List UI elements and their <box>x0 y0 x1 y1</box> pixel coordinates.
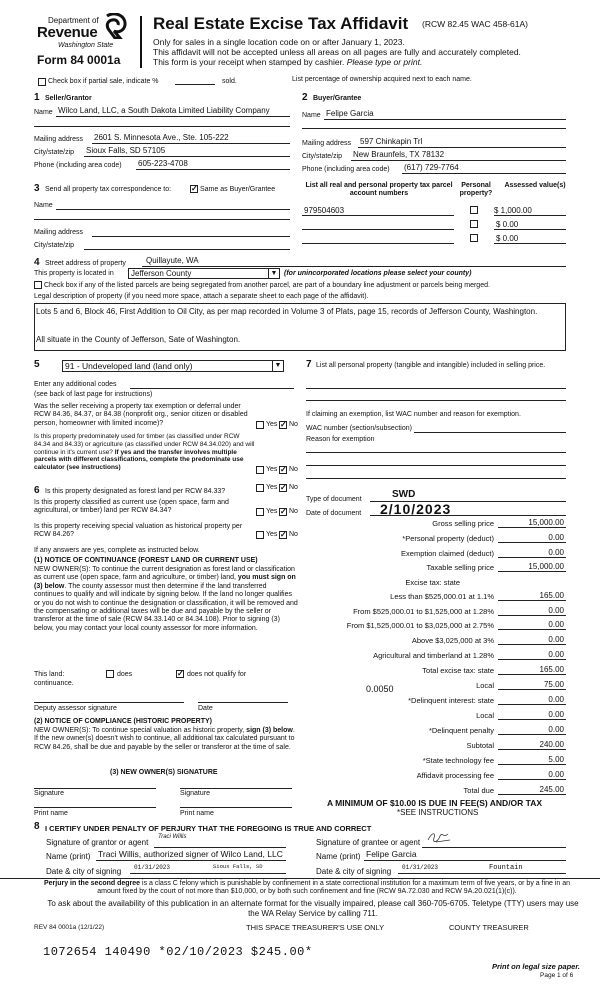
grantor-signature[interactable]: Traci Willis <box>158 834 187 840</box>
print-name-label-2: Print name <box>180 810 214 817</box>
land-use-select[interactable] <box>62 360 284 372</box>
agency-line3: Washington State <box>58 42 114 49</box>
section2-title: Buyer/Grantee <box>313 95 362 102</box>
county-select[interactable] <box>128 268 280 279</box>
tax-row-value[interactable]: 5.00 <box>548 755 564 764</box>
street-line <box>142 266 566 267</box>
partial-sale-percent-field[interactable] <box>175 84 215 85</box>
grantor-date-label: Date & city of signing <box>46 867 122 876</box>
legal-description-box[interactable] <box>34 303 566 351</box>
header-note1: Only for sales in a single location code on or after January 1, 2023. <box>153 37 405 47</box>
grantee-name-field[interactable]: Felipe Garcia <box>366 849 417 859</box>
grantor-sig-label: Signature of grantor or agent <box>46 838 149 847</box>
signature-label-1: Signature <box>34 790 64 797</box>
tax-row-label: *Personal property (deduct) <box>402 534 494 543</box>
tax-row-line <box>498 734 566 735</box>
header-note2: This affidavit will not be accepted unless all areas on all pages are fully and accurately completed. <box>153 47 521 57</box>
buyer-mailing-field[interactable]: 597 Chinkapin Trl <box>360 137 423 146</box>
exemption-yes-label: Yes <box>266 421 278 428</box>
tax-row-value[interactable]: 0.00 <box>548 725 564 734</box>
parcels-col3-header: Assessed value(s) <box>504 182 566 189</box>
corr-name-line2 <box>34 219 290 220</box>
seller-name-line <box>56 116 290 117</box>
grantee-signature[interactable] <box>426 830 454 846</box>
historic-question: Is this property receiving special valuation as historical property per RCW 84.26? <box>34 523 243 539</box>
timber-no-checkbox[interactable]: ✓ <box>280 465 287 474</box>
partial-sale-checkbox[interactable] <box>38 78 46 86</box>
owner-signature-field-1[interactable] <box>34 788 156 789</box>
segregated-checkbox[interactable] <box>34 281 42 289</box>
form-title: Real Estate Excise Tax Affidavit <box>153 14 409 33</box>
tax-row-line <box>498 719 566 720</box>
tax-row-value[interactable]: 165.00 <box>539 665 564 674</box>
current-use-no-label: No <box>289 508 298 515</box>
owner-print-field-1[interactable] <box>34 807 156 808</box>
tax-row-value[interactable]: 0.00 <box>548 606 564 615</box>
legal-label: Legal description of property (if you need more space, attach a separate sheet to each page of the affidavit). <box>34 293 369 300</box>
print-name-label-1: Print name <box>34 810 68 817</box>
tax-row-value[interactable]: 0.00 <box>548 548 564 557</box>
tax-row-value[interactable]: 0.00 <box>548 635 564 644</box>
seller-phone-field[interactable]: 605-223-4708 <box>138 159 188 168</box>
legal-line1: Lots 5 and 6, Block 46, First Addition to Oil City, as per map recorded in Volume 3 of Plats, page 15, records of Jefferson County, Washington. <box>36 307 538 316</box>
forest-yes-checkbox[interactable] <box>256 484 264 492</box>
timber-yes-checkbox[interactable] <box>256 466 264 474</box>
grantee-name-line <box>364 860 566 861</box>
buyer-name-line2 <box>302 128 566 129</box>
tax-row-line <box>498 571 566 572</box>
seller-city-field[interactable]: Sioux Falls, SD 57105 <box>86 146 166 155</box>
does-not-checkbox[interactable]: ✓ <box>177 669 184 678</box>
notice1-text: NEW OWNER(S): To continue the current designation as forest land or classification as current use (open space, farm and agriculture, or timber) land, you must sign on (3) below. The county assessor must then determine if the land transferred continues to qualify and will indicate by signing below. If the land no longer qualifies or you do not wish to continue the designation or classification, it will be removed and the compensating or additional taxes will be due and payable by the seller or transferor at the time of sale (RCW 84.33.140 or 84.34.108). Prior to signing (3) below, you may contact your local county assessor for more information. <box>34 566 298 632</box>
buyer-city-label: City/state/zip <box>302 153 343 160</box>
seller-mailing-field[interactable]: 2601 S. Minnesota Ave., Ste. 105-222 <box>94 133 229 142</box>
ownership-note: List percentage of ownership acquired next to each name. <box>292 76 472 83</box>
seller-phone-line <box>136 169 290 170</box>
legal-size-note: Print on legal size paper. <box>492 962 580 971</box>
grantee-city-field[interactable]: Fountain <box>489 864 523 872</box>
seller-city-label: City/state/zip <box>34 149 75 156</box>
reason-line-2[interactable] <box>306 465 566 466</box>
partial-sale-label: Check box if partial sale, indicate % <box>48 78 159 85</box>
tax-row-label: Local <box>476 711 494 720</box>
section7-number: 7 <box>306 359 312 370</box>
parcel-row-line <box>302 215 454 216</box>
reason-line-1[interactable] <box>306 452 566 453</box>
current-use-question: Is this property classified as current use (open space, farm and agricultural, or timber) land per RCW 84.34? <box>34 499 229 515</box>
personal-property-line-2[interactable] <box>306 400 566 401</box>
tax-row-line <box>498 600 566 601</box>
seller-phone-label: Phone (including area code) <box>34 162 122 169</box>
tax-row-label: *State technology fee <box>422 756 494 765</box>
tax-row-label: Local <box>476 681 494 690</box>
section1-number: 1 <box>34 92 40 103</box>
seller-name-field[interactable]: Wilco Land, LLC, a South Dakota Limited Liability Company <box>58 106 270 115</box>
section1-title: Seller/Grantor <box>45 95 92 102</box>
owner-signature-field-2[interactable] <box>180 788 292 789</box>
historic-no-checkbox[interactable]: ✓ <box>280 530 287 539</box>
agency-line1: Department of <box>48 16 99 25</box>
tax-row-line <box>498 615 566 616</box>
treasurer-only-label: THIS SPACE TREASURER'S USE ONLY <box>246 923 385 932</box>
tax-row-line <box>498 557 566 558</box>
sold-label: sold. <box>222 78 237 85</box>
doc-type-field[interactable]: SWD <box>392 489 416 500</box>
tax-row-line <box>498 764 566 765</box>
parcel-account-1[interactable]: 979504603 <box>304 206 345 215</box>
page-number: Page 1 of 6 <box>540 972 574 979</box>
grantor-city-field[interactable]: Sioux Falls, SD <box>213 863 263 870</box>
buyer-phone-label: Phone (including area code) <box>302 166 390 173</box>
parcel-value-2[interactable]: $ 0.00 <box>496 220 519 229</box>
corr-name-field[interactable] <box>56 209 290 210</box>
reason-label: Reason for exemption <box>306 436 375 443</box>
legal-line2: All situate in the County of Jefferson, Sate of Washington. <box>36 335 241 344</box>
corr-city-label: City/state/zip <box>34 242 75 249</box>
seller-name-label: Name <box>34 109 53 116</box>
tax-row-line <box>498 704 566 705</box>
buyer-name-field[interactable]: Felipe Garcia <box>326 109 374 118</box>
see-instructions: *SEE INSTRUCTIONS <box>397 808 479 817</box>
personal-property-line-1[interactable] <box>306 388 566 389</box>
tax-row-label: Less than $525,000.01 at 1.1% <box>390 592 494 601</box>
codes-label1: Enter any additional codes <box>34 381 117 388</box>
tax-row-label: Total due <box>463 786 494 795</box>
corr-mailing-label: Mailing address <box>34 229 84 236</box>
current-use-yes-checkbox[interactable] <box>256 508 264 516</box>
section5-number: 5 <box>34 359 40 370</box>
exemption-wac-label: If claiming an exemption, list WAC number and reason for exemption. <box>306 411 521 418</box>
forest-no-label: No <box>289 484 298 491</box>
chevron-down-icon: ▼ <box>272 361 283 371</box>
buyer-mailing-line <box>358 147 566 148</box>
parcel-value-line <box>494 215 566 216</box>
located-label: This property is located in <box>34 270 114 277</box>
land-use-value: 91 - Undeveloped land (land only) <box>65 361 193 371</box>
tax-row-label: Exemption claimed (deduct) <box>401 549 494 558</box>
grantee-sig-line <box>422 847 566 848</box>
this-land-label: This land: <box>34 671 65 678</box>
tax-row-line <box>498 794 566 795</box>
parcels-col1-header: List all real and personal property tax parcel account numbers <box>305 182 453 198</box>
tax-row-label: Gross selling price <box>432 519 494 528</box>
grantor-name-label: Name (print) <box>46 852 91 861</box>
seller-city-line <box>84 156 290 157</box>
deputy-signature-field[interactable] <box>34 702 184 703</box>
tax-row-value[interactable]: 165.00 <box>539 591 564 600</box>
grantee-date-label: Date & city of signing <box>316 867 392 876</box>
buyer-city-line <box>351 160 566 161</box>
tax-row-label: From $525,000.01 to $1,525,000 at 1.28% <box>353 607 494 616</box>
tax-row-line <box>498 779 566 780</box>
doc-date-line <box>370 515 566 516</box>
treasurer-stamp: 1072654 140490 *02/10/2023 $245.00* <box>43 945 313 959</box>
exemption-no-checkbox[interactable]: ✓ <box>280 420 287 429</box>
forest-question: Is this property designated as forest land per RCW 84.33? <box>45 488 226 495</box>
timber-question: Is this property predominately used for timber (as classified under RCW 84.34 and 84.33) or agriculture (as classified under RCW 84.34.020) and will continue in it's current use? If yes and the transfer involves multiple parcels with different classifications, complete the predominate use calculator (see instructions) <box>34 433 255 472</box>
grantee-sig-label: Signature of grantee or agent <box>316 838 421 847</box>
tax-row-label: Taxable selling price <box>426 563 494 572</box>
codes-label2: (see back of last page for instructions) <box>34 391 153 398</box>
footer-rule <box>0 878 600 879</box>
seller-mailing-label: Mailing address <box>34 136 84 143</box>
buyer-phone-line <box>402 173 566 174</box>
street-label: Street address of property <box>45 260 126 267</box>
tax-row-label: *Delinquent penalty <box>428 726 494 735</box>
historic-yes-label: Yes <box>266 531 278 538</box>
notice1-title: (1) NOTICE OF CONTINUANCE (FOREST LAND OR CURRENT USE) <box>34 557 258 564</box>
timber-yes-label: Yes <box>266 466 278 473</box>
owner-print-field-2[interactable] <box>180 807 292 808</box>
tax-row-line <box>498 689 566 690</box>
tax-row-value[interactable]: 75.00 <box>543 680 564 689</box>
timber-no-label: No <box>289 466 298 473</box>
tax-row-value[interactable]: 15,000.00 <box>528 562 564 571</box>
header-divider <box>140 16 142 68</box>
parcel-value-1[interactable]: $ 1,000.00 <box>494 206 532 215</box>
does-checkbox[interactable] <box>106 670 114 678</box>
does-not-label: does not qualify for <box>187 671 247 678</box>
continuance-label: continuance. <box>34 680 74 687</box>
doc-date-field[interactable]: 2/10/2023 <box>380 501 452 517</box>
notice3-title: (3) NEW OWNER(S) SIGNATURE <box>110 769 218 776</box>
parcel-account-3[interactable] <box>302 243 454 244</box>
seller-name-line2 <box>34 126 290 127</box>
street-field[interactable]: Quillayute, WA <box>146 256 199 265</box>
section4-number: 4 <box>34 257 40 268</box>
tax-row-line <box>498 527 566 528</box>
header-note3: This form is your receipt when stamped by cashier. Please type or print. <box>153 57 423 67</box>
parcel-value-3[interactable]: $ 0.00 <box>496 234 519 243</box>
wac-number-field[interactable] <box>414 432 566 433</box>
exemption-yes-checkbox[interactable] <box>256 421 264 429</box>
notice2-title: (2) NOTICE OF COMPLIANCE (HISTORIC PROPERTY) <box>34 718 212 725</box>
perjury-note: Perjury in the second degree is a class C felony which is punishable by confinement in a state correctional institution for a maximum term of five years, or by a fine in an amount fixed by the court of not more than $10,000, or by both such confinement and fine (RCW 9A.72.030 and RCW 9A.20.021(1)(c)). <box>43 880 571 896</box>
personal-property-checkbox-3[interactable] <box>470 234 478 242</box>
tax-row-value[interactable]: 0.00 <box>548 650 564 659</box>
additional-codes-field[interactable] <box>130 388 294 389</box>
grantee-name-label: Name (print) <box>316 852 361 861</box>
section3-label: Send all property tax correspondence to: <box>45 186 172 193</box>
parcel-value-line <box>494 229 566 230</box>
availability-note: To ask about the availability of this publication in an alternate format for the visually impaired, please call 360-705-6705. Teletype (TTY) users may use the WA Relay Service by calling 711. <box>47 899 579 918</box>
any-yes-note: If any answers are yes, complete as instructed below. <box>34 547 200 554</box>
deputy-label: Deputy assessor signature <box>34 705 117 712</box>
tax-row-label: From $1,525,000.01 to $3,025,000 at 2.75% <box>346 621 494 630</box>
buyer-phone-field[interactable]: (617) 729-7764 <box>404 163 459 172</box>
historic-yes-checkbox[interactable] <box>256 531 264 539</box>
tax-row-line <box>498 659 566 660</box>
notice2-text: NEW OWNER(S): To continue special valuation as historic property, sign (3) below. If the new owner(s) doesn't wish to continue, all additional tax calculated pursuant to RCW 84.26, shall be due and payable by the seller or transferor at the time of sale. <box>34 727 295 751</box>
grantee-date-line <box>398 873 566 874</box>
parcels-col2-header: Personal property? <box>459 182 493 198</box>
grantor-date-field[interactable]: 01/31/2023 <box>134 864 171 871</box>
doc-date-label: Date of document <box>306 510 362 517</box>
buyer-name-line <box>324 119 566 120</box>
tax-row-label: Above $3,025,000 at 3% <box>411 636 494 645</box>
minimum-note: A MINIMUM OF $10.00 IS DUE IN FEE(S) AND/OR TAX <box>327 798 543 808</box>
tax-row-line <box>498 542 566 543</box>
deputy-date-field[interactable] <box>198 702 288 703</box>
tax-row-line <box>498 629 566 630</box>
certify-statement: I CERTIFY UNDER PENALTY OF PERJURY THAT THE FOREGOING IS TRUE AND CORRECT <box>45 824 372 833</box>
department-logo <box>104 13 128 39</box>
historic-no-label: No <box>289 531 298 538</box>
seller-mailing-line <box>92 143 290 144</box>
section2-number: 2 <box>302 92 308 103</box>
same-as-buyer-label: Same as Buyer/Grantee <box>200 186 276 193</box>
tax-row-line <box>498 674 566 675</box>
tax-row-value[interactable]: 0.00 <box>548 710 564 719</box>
county-select-value: Jefferson County <box>131 269 192 278</box>
segregated-label: Check box if any of the listed parcels are being segregated from another parcel, are part of a boundary line adjustment or parcels being merged. <box>44 282 490 289</box>
tax-row-value[interactable]: 0.00 <box>548 770 564 779</box>
form-number: Form 84 0001a <box>37 53 121 67</box>
corr-city-field[interactable] <box>84 249 290 250</box>
tax-row-label: Affidavit processing fee <box>416 771 494 780</box>
current-use-yes-label: Yes <box>266 508 278 515</box>
personal-property-checkbox-1[interactable] <box>470 206 478 214</box>
personal-property-checkbox-2[interactable] <box>470 220 478 228</box>
tax-row-value[interactable]: 0.00 <box>548 533 564 542</box>
buyer-city-field[interactable]: New Braunfels, TX 78132 <box>353 150 445 159</box>
tax-row-value[interactable]: 245.00 <box>539 785 564 794</box>
county-note: (for unincorporated locations please select your county) <box>284 270 472 277</box>
tax-row-label: Total excise tax: state <box>422 666 494 675</box>
wac-number-label: WAC number (section/subsection) <box>306 425 412 432</box>
section7-label: List all personal property (tangible and intangible) included in selling price. <box>316 362 546 369</box>
parcel-account-2[interactable] <box>302 229 454 230</box>
tax-row-label: Excise tax: state <box>405 578 460 587</box>
tax-row-value[interactable]: 0.00 <box>548 695 564 704</box>
exemption-no-label: No <box>289 421 298 428</box>
grantor-name-field[interactable]: Traci Willis, authorized signer of Wilco Land, LLC <box>98 849 283 859</box>
section6-number: 6 <box>34 485 40 496</box>
agency-line2: Revenue <box>37 24 98 41</box>
grantor-date-line <box>130 873 286 874</box>
buyer-name-label: Name <box>302 112 321 119</box>
doc-type-label: Type of document <box>306 496 362 503</box>
chevron-down-icon: ▼ <box>268 269 279 278</box>
grantor-name-line <box>96 860 286 861</box>
forest-no-checkbox[interactable]: ✓ <box>280 483 287 492</box>
tax-row-value[interactable]: 240.00 <box>539 740 564 749</box>
deputy-date-label: Date <box>198 705 213 712</box>
tax-row-line <box>498 644 566 645</box>
local-rate: 0.0050 <box>366 684 394 694</box>
corr-mailing-field[interactable] <box>92 236 290 237</box>
signature-label-2: Signature <box>180 790 210 797</box>
tax-row-value[interactable]: 0.00 <box>548 620 564 629</box>
does-label: does <box>117 671 133 678</box>
tax-row-label: Subtotal <box>466 741 494 750</box>
corr-name-label: Name <box>34 202 53 209</box>
buyer-mailing-label: Mailing address <box>302 140 352 147</box>
tax-row-label: Agricultural and timberland at 1.28% <box>373 651 494 660</box>
section8-number: 8 <box>34 821 40 832</box>
same-as-buyer-checkbox[interactable]: ✓ <box>191 184 198 193</box>
reason-line-3[interactable] <box>306 478 566 479</box>
form-citation: (RCW 82.45 WAC 458-61A) <box>422 19 528 29</box>
tax-row-line <box>498 749 566 750</box>
current-use-no-checkbox[interactable]: ✓ <box>280 507 287 516</box>
tax-row-value[interactable]: 15,000.00 <box>528 518 564 527</box>
forest-yes-label: Yes <box>266 484 278 491</box>
county-treasurer-label: COUNTY TREASURER <box>449 923 529 932</box>
exemption-question: Was the seller receiving a property tax exemption or deferral under RCW 84.36, 84.37, or 84.38 (nonprofit org., senior citizen or disabled person, homeowner with limited income)? <box>34 403 248 427</box>
section3-number: 3 <box>34 183 40 194</box>
grantor-sig-line <box>154 847 286 848</box>
grantee-date-field[interactable]: 01/31/2023 <box>402 864 439 871</box>
tax-row-label: *Delinquent interest: state <box>408 696 494 705</box>
rev-label: REV 84 0001a (12/1/22) <box>34 924 105 931</box>
parcel-value-line <box>494 243 566 244</box>
